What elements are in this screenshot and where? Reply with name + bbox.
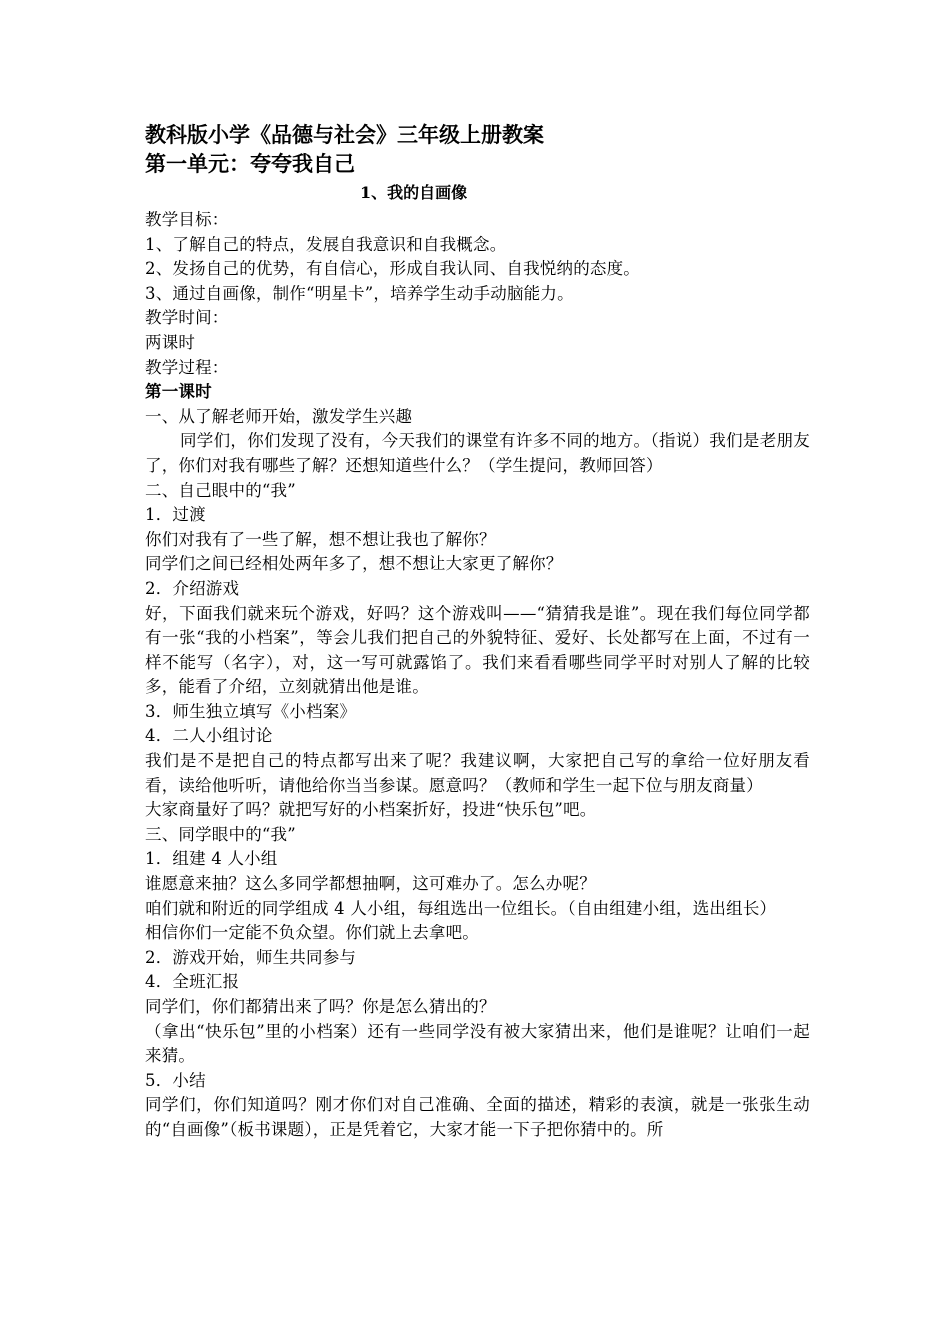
objective-item: 3、通过自画像，制作“明星卡”，培养学生动手动脑能力。 [145,283,574,303]
paragraph: 同学们，你们都猜出来了吗？你是怎么猜出的？ [145,997,496,1016]
sub-heading: 2．游戏开始，师生共同参与 [145,947,357,967]
paragraph: 大家商量好了吗？就把写好的小档案折好，投进“快乐包”吧。 [145,800,597,820]
paragraph: （拿出“快乐包”里的小档案）还有一些同学没有被大家猜出来，他们是谁呢？让咱们一起来猜。 [145,1021,810,1066]
paragraph: 相信你们一定能不负众望。你们就上去拿吧。 [145,923,479,943]
sub-heading: 3．师生独立填写《小档案》 [145,701,357,721]
document-title: 教科版小学《品德与社会》三年级上册教案 [145,122,544,147]
section-heading: 教学过程： [145,357,229,377]
paragraph: 我们是不是把自己的特点都写出来了呢？我建议啊，大家把自己写的拿给一位好朋友看看，读给他听听，请他给你当当参谋。愿意吗？（教师和学生一起下位与朋友商量） [145,751,810,795]
paragraph: 同学们之间已经相处两年多了，想不想让大家更了解你？ [145,554,563,574]
sub-heading: 2．介绍游戏 [145,578,240,598]
objective-item: 2、发扬自己的优势，有自信心，形成自我认同、自我悦纳的态度。 [145,259,640,279]
sub-heading: 4．二人小组讨论 [145,726,273,746]
sub-heading: 1．组建 4 人小组 [145,849,278,869]
step-heading: 一、从了解老师开始，激发学生兴趣 [145,406,413,426]
unit-title: 第一单元：夸夸我自己 [145,151,355,176]
period-heading: 第一课时 [145,382,212,402]
paragraph: 好，下面我们就来玩个游戏，好吗？这个游戏叫——“猜猜我是谁”。现在我们每位同学都有一张“我的小档案”，等会儿我们把自己的外貌特征、爱好、长处都写在上面，不过有一样不能写（名字），对，这一写可就露馅了。我们来看看哪些同学平时对别人了解的比较多，能看了介绍，立刻就猜出他是谁。 [145,603,810,697]
step-heading: 二、自己眼中的“我” [145,480,296,500]
sub-heading: 1．过渡 [145,505,206,525]
objective-item: 1、了解自己的特点，发展自我意识和自我概念。 [145,234,507,254]
paragraph: 你们对我有了一些了解，想不想让我也了解你？ [145,529,496,549]
paragraph: 咱们就和附近的同学组成 4 人小组，每组选出一位组长。（自由组建小组，选出组长） [145,898,777,918]
paragraph: 两课时 [145,332,196,352]
section-heading: 教学目标： [145,210,229,229]
lesson-title: 1、我的自画像 [360,183,468,202]
paragraph: 谁愿意来抽？这么多同学都想抽啊，这可难办了。怎么办呢？ [145,874,596,894]
sub-heading: 4．全班汇报 [145,972,240,992]
sub-heading: 5．小结 [145,1070,206,1090]
section-heading: 教学时间： [145,308,229,328]
paragraph: 同学们，你们知道吗？刚才你们对自己准确、全面的描述，精彩的表演，就是一张张生动的“自画像”（板书课题），正是凭着它，大家才能一下子把你猜中的。所 [145,1095,810,1139]
document-body [145,120,810,1143]
paragraph: 同学们，你们发现了没有，今天我们的课堂有许多不同的地方。（指说）我们是老朋友了，你们对我有哪些了解？还想知道些什么？（学生提问，教师回答） [145,431,810,475]
step-heading: 三、同学眼中的“我” [145,824,296,844]
